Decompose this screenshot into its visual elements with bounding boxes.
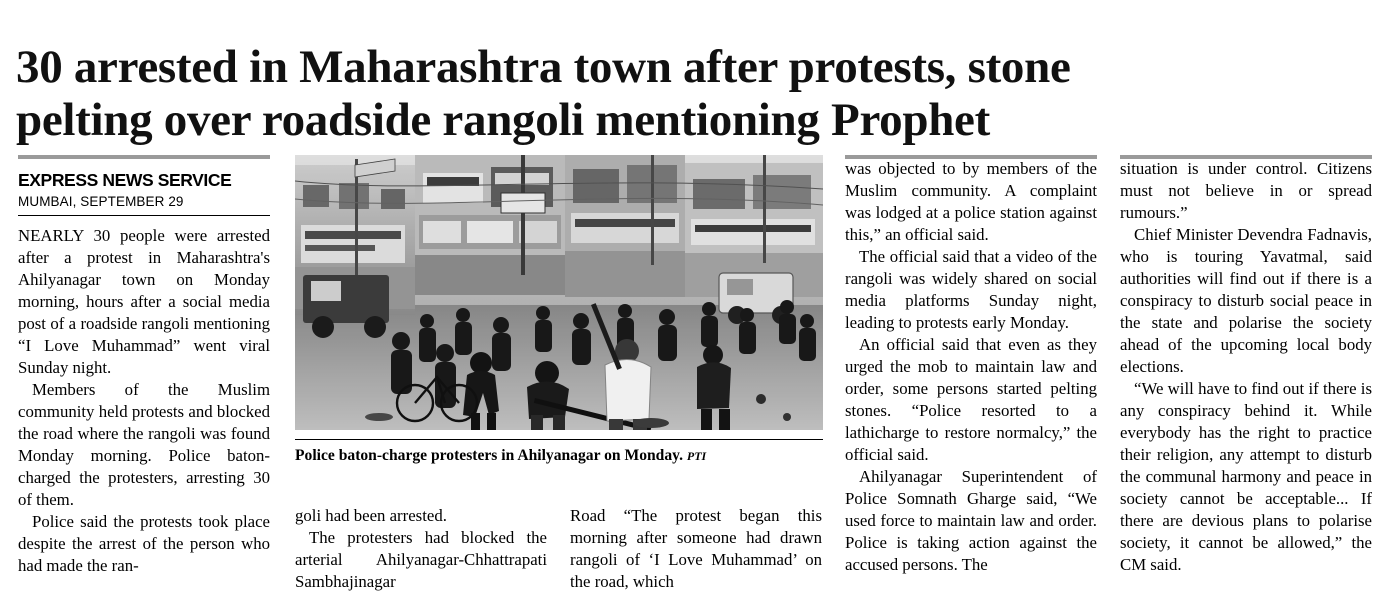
article-body-col5 (1120, 158, 1372, 576)
paragraph: Police said the protests took place despite the arrest of the person who had made the ran- (18, 512, 270, 575)
paragraph: Road “The protest began this morning after someone had drawn rangoli of ‘I Love Muhammad’ on the road, which (570, 506, 822, 591)
paragraph: situation is under control. Citizens must not believe in or spread rumours.” (1120, 159, 1372, 222)
article-column-1 (18, 158, 270, 577)
paragraph: “We will have to find out if there is any conspiracy behind it. While everybody has the right to practice their religion, any attempt to disturb the communal harmony and peace in society cannot be acceptable... If there are devious plans to polarise society, it cannot be allowed,” the CM said. (1120, 379, 1372, 574)
protest-photo (295, 155, 823, 430)
photo-caption (295, 439, 823, 466)
photo-caption-text: Police baton-charge protesters in Ahilyanagar on Monday. (295, 447, 683, 464)
paragraph: The protesters had blocked the arterial Ahilyanagar-Chhattrapati Sambhajinagar (295, 528, 547, 591)
paragraph: Members of the Muslim community held protests and blocked the road where the rangoli was found Monday morning. Police baton-charged the protesters, arresting 30 of them. (18, 380, 270, 509)
article-column-2-lower (295, 505, 547, 593)
article-column-3-lower (570, 505, 822, 593)
article-photo-block (295, 155, 823, 466)
paragraph: NEARLY 30 people were arrested after a protest in Maharashtra's Ahilyanagar town on Monday morning, hours after a social media post of a roadside rangoli mentioning “I Love Muhammad” went viral Sunday night. (18, 226, 270, 377)
article-body-col1 (18, 225, 270, 577)
article-column-5 (1120, 158, 1372, 576)
paragraph: The official said that a video of the rangoli was widely shared on social media platforms Sunday night, leading to protests early Monday. (845, 247, 1097, 332)
page-title (16, 41, 1376, 146)
headline-line-2: pelting over roadside rangoli mentioning Prophet (16, 94, 990, 147)
article-body-col3b (570, 505, 822, 593)
paragraph: An official said that even as they urged the mob to maintain law and order, some persons started pelting stones. “Police resorted to a lathicharge to restore normalcy,” the official said. (845, 335, 1097, 464)
article-column-4 (845, 158, 1097, 576)
byline-source: EXPRESS NEWS SERVICE (18, 170, 232, 190)
headline-line-1: 30 arrested in Maharashtra town after protests, stone (16, 41, 1071, 94)
paragraph: Ahilyanagar Superintendent of Police Somnath Gharge said, “We used force to maintain law and order. Police is taking action against the accused persons. The (845, 467, 1097, 574)
article-body-col4 (845, 158, 1097, 576)
paragraph: Chief Minister Devendra Fadnavis, who is touring Yavatmal, said authorities will find out if there is a conspiracy to disturb social peace in the state and polarise the society ahead of the upcoming local body elections. (1120, 225, 1372, 376)
paragraph: goli had been arrested. (295, 506, 447, 525)
paragraph: was objected to by members of the Muslim community. A complaint was lodged at a police station against this,” an official said. (845, 159, 1097, 244)
byline-dateline: MUMBAI, SEPTEMBER 29 (18, 194, 270, 216)
article-body-col2b (295, 505, 547, 593)
photo-credit: PTI (686, 449, 707, 463)
